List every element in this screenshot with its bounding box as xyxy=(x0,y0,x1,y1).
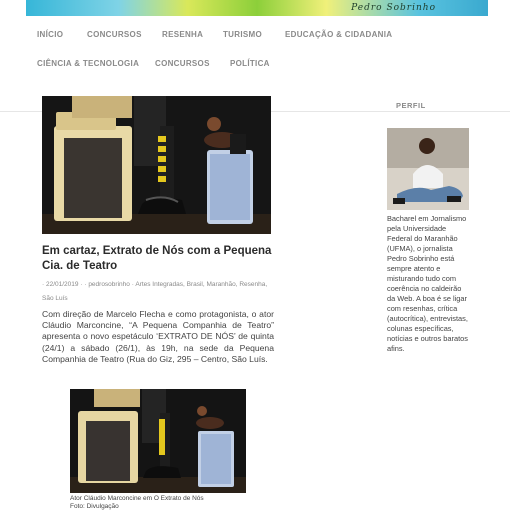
nav-item-concursos-2[interactable]: CONCURSOS xyxy=(155,59,210,68)
nav-item-ciencia-tecnologia[interactable]: CIÊNCIA & TECNOLOGIA xyxy=(37,59,140,68)
post-author[interactable]: pedrosobrinho xyxy=(88,281,130,288)
post-inline-image[interactable] xyxy=(70,389,246,493)
nav-item-educacao-cidadania[interactable]: EDUCAÇÃO & CIDADANIA xyxy=(285,30,393,39)
header-banner[interactable] xyxy=(26,0,488,16)
sidebar-title: PERFIL xyxy=(396,101,426,110)
post-categories[interactable]: Artes Integradas, Brasil, Maranhão, Resenha, São Luís xyxy=(42,281,268,302)
nav-item-turismo[interactable]: TURISMO xyxy=(223,30,262,39)
separator-icon: · xyxy=(131,281,136,288)
nav-item-concursos[interactable]: CONCURSOS xyxy=(87,30,142,39)
profile-bio: Bacharel em Jornalismo pela Universidade Federal do Maranhão (UFMA), o jornalista Pedro Sobrinho está sempre atento e misturando tudo com coerência no caldeirão da Web. A boa é se ligar com resenhas, crítica (autocrítica), entrevistas, colunas específicas, notícias e outros baratos afins. xyxy=(387,214,468,353)
inline-photo xyxy=(70,389,246,493)
post-lead-paragraph: Com direção de Marcelo Flecha e como protagonista, o ator Cláudio Marconcine, “A Pequena Companhia de Teatro” apresenta o novo espetáculo ‘EXTRATO DE NÓS’ de quinta (24/1) a sábado (26/1), às 19h, na sede da Pequena Companhia de Teatro (Rua do Giz, 295 – Centro, São Luís. xyxy=(42,309,274,364)
nav-item-politica[interactable]: POLÍTICA xyxy=(230,59,270,68)
caption-line-photo: Foto: Divulgação xyxy=(70,503,119,510)
profile-photo xyxy=(387,128,469,210)
nav-item-resenha[interactable]: RESENHA xyxy=(162,30,204,39)
nav-item-inicio[interactable]: INÍCIO xyxy=(37,30,64,39)
post-featured-image[interactable] xyxy=(42,96,271,234)
image-caption xyxy=(70,495,260,510)
user-icon: · xyxy=(84,281,87,288)
clock-icon: · xyxy=(42,281,45,288)
caption-line-credit: Ator Cláudio Marconcine em O Extrato de Nós xyxy=(70,495,204,502)
post-date[interactable]: 22/01/2019 xyxy=(45,281,79,288)
banner-signature: Pedro Sobrinho xyxy=(351,3,436,13)
post-meta xyxy=(42,278,274,306)
post-title[interactable]: Em cartaz, Extrato de Nós com a Pequena Cia. de Teatro xyxy=(42,245,272,272)
featured-photo xyxy=(42,96,271,234)
profile-photo-image xyxy=(387,128,469,210)
separator-icon: · xyxy=(80,281,85,288)
